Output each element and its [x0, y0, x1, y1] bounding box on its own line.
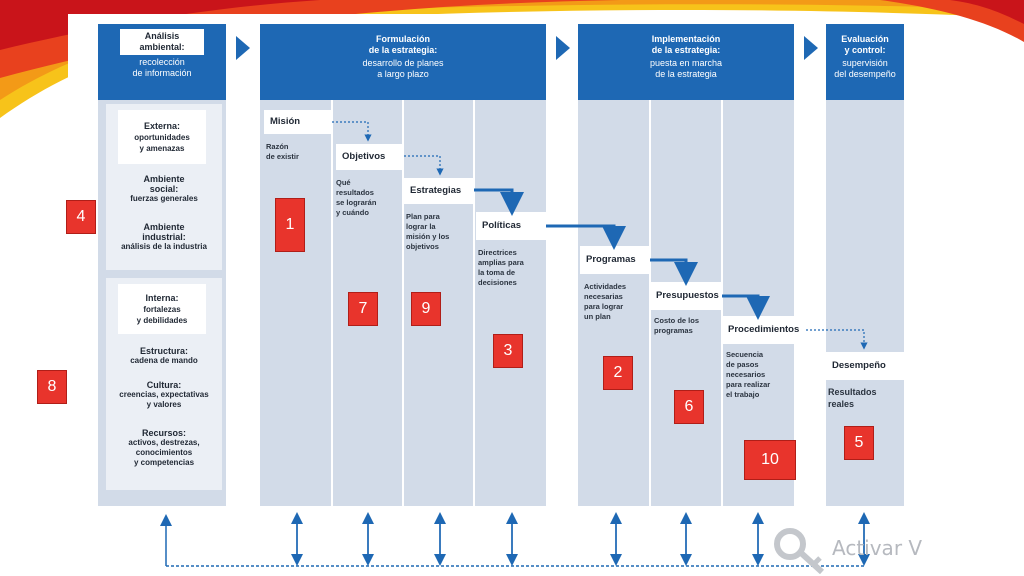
ambiente-industrial-desc: análisis de la industria [121, 242, 207, 251]
arrow-analisis-to-formulacion [236, 36, 250, 60]
interna-line2: y debilidades [136, 315, 188, 325]
objetivos-desc4: y cuándo [336, 208, 369, 217]
ambiente-social-t1: Ambiente [143, 174, 185, 184]
mision-desc1: Razón [266, 142, 289, 151]
objetivos-label: Objetivos [336, 144, 404, 170]
recursos [104, 428, 224, 468]
activation-watermark: Activar V [832, 536, 923, 560]
programas-desc [584, 282, 648, 322]
badge-2: 2 [603, 356, 633, 390]
politicas-desc1: Directrices [478, 248, 517, 257]
implementacion-header-title1: Implementación [651, 34, 721, 44]
objetivos-desc1: Qué [336, 178, 351, 187]
badge-6: 6 [674, 390, 704, 424]
externa-line2: y amenazas [139, 143, 185, 153]
procedimientos-desc [726, 350, 792, 400]
presupuestos-desc2: programas [654, 326, 693, 335]
evaluacion-header-title2: y control: [844, 45, 886, 55]
badge-3: 3 [493, 334, 523, 368]
recursos-desc2: conocimientos [135, 448, 193, 457]
formulacion-divider-1 [331, 100, 333, 506]
ambiente-social-t2: social: [149, 184, 179, 194]
programas-desc1: Actividades [584, 282, 627, 291]
evaluacion-header [826, 24, 904, 100]
estrategias-desc4: objetivos [406, 242, 439, 251]
desempeno-label: Desempeño [826, 352, 904, 380]
objetivos-desc [336, 178, 400, 218]
arrow-formulacion-to-implementacion [556, 36, 570, 60]
procedimientos-desc3: necesarios [726, 370, 766, 379]
politicas-desc3: la toma de [478, 268, 516, 277]
mision-desc [266, 142, 328, 162]
implementacion-header-title2: de la estrategia: [651, 45, 721, 55]
ambiente-social-desc: fuerzas generales [130, 194, 198, 203]
presupuestos-desc [654, 316, 718, 336]
analisis-header [98, 24, 226, 100]
ambiente-industrial-t1: Ambiente [143, 222, 185, 232]
cultura [104, 380, 224, 410]
badge-1: 1 [275, 198, 305, 252]
estrategias-label: Estrategias [404, 178, 474, 204]
estrategias-desc3: misión y los [406, 232, 450, 241]
formulacion-header-title1: Formulación [375, 34, 430, 44]
cultura-desc1: creencias, expectativas [119, 390, 209, 399]
ambiente-social [104, 174, 224, 204]
mision-label: Misión [264, 110, 332, 134]
procedimientos-label: Procedimientos [722, 316, 806, 344]
implementacion-header-sub2: de la estrategia [655, 69, 717, 79]
objetivos-desc2: resultados [336, 188, 374, 197]
procedimientos-desc1: Secuencia [726, 350, 764, 359]
estructura-desc: cadena de mando [130, 356, 198, 365]
programas-desc4: un plan [584, 312, 611, 321]
formulacion-header-sub1: desarrollo de planes [362, 58, 444, 68]
badge-4: 4 [66, 200, 96, 234]
recursos-desc3: y competencias [133, 458, 195, 467]
badge-7: 7 [348, 292, 378, 326]
presupuestos-desc1: Costo de los [654, 316, 700, 325]
mision-desc2: de existir [266, 152, 299, 161]
estructura [104, 346, 224, 366]
externa-box [118, 110, 206, 164]
formulacion-header [260, 24, 546, 100]
badge-8: 8 [37, 370, 67, 404]
politicas-desc [478, 248, 544, 288]
externa-line1: oportunidades [134, 132, 190, 142]
procedimientos-desc2: de pasos [726, 360, 759, 369]
politicas-label: Políticas [476, 212, 546, 240]
key-icon [770, 526, 828, 574]
implementacion-header-sub1: puesta en marcha [649, 58, 723, 68]
politicas-desc2: amplias para [478, 258, 524, 267]
interna-box [118, 284, 206, 334]
evaluacion-header-sub2: del desempeño [834, 69, 896, 79]
estrategias-desc2: lograr la [406, 222, 436, 231]
ambiente-industrial [104, 222, 224, 252]
desempeno-desc1: Resultados [828, 387, 877, 397]
formulacion-header-title2: de la estrategia: [368, 45, 438, 55]
implementacion-header [578, 24, 794, 100]
evaluacion-header-sub1: supervisión [842, 58, 888, 68]
estrategias-desc1: Plan para [406, 212, 440, 221]
badge-9: 9 [411, 292, 441, 326]
programas-desc3: para lograr [584, 302, 624, 311]
programas-label: Programas [580, 246, 650, 274]
desempeno-desc2: reales [828, 399, 855, 409]
analisis-header-line1: recolección [139, 57, 185, 67]
arrow-implementacion-to-evaluacion [804, 36, 818, 60]
interna-line1: fortalezas [143, 304, 181, 314]
objetivos-desc3: se lograrán [336, 198, 377, 207]
cultura-desc2: y valores [146, 400, 182, 409]
interna-title: Interna: [145, 292, 179, 303]
analisis-header-line2: de información [132, 68, 192, 78]
programas-desc2: necesarias [584, 292, 623, 301]
formulacion-header-sub2: a largo plazo [377, 69, 429, 79]
estrategias-desc [406, 212, 470, 252]
recursos-title: Recursos: [141, 428, 186, 438]
procedimientos-desc4: para realizar [726, 380, 771, 389]
procedimientos-desc5: el trabajo [726, 390, 760, 399]
formulacion-divider-3 [473, 100, 475, 506]
ambiente-industrial-t2: industrial: [142, 232, 186, 242]
cultura-title: Cultura: [146, 380, 182, 390]
politicas-desc4: decisiones [478, 278, 517, 287]
evaluacion-header-title1: Evaluación [841, 34, 889, 44]
estructura-title: Estructura: [139, 346, 188, 356]
externa-title: Externa: [143, 120, 180, 131]
recursos-desc1: activos, destrezas, [128, 438, 200, 447]
desempeno-desc [828, 386, 900, 410]
analisis-header-title: Análisis ambiental: [120, 29, 204, 55]
badge-5: 5 [844, 426, 874, 460]
badge-10: 10 [744, 440, 796, 480]
presupuestos-label: Presupuestos [650, 282, 722, 310]
